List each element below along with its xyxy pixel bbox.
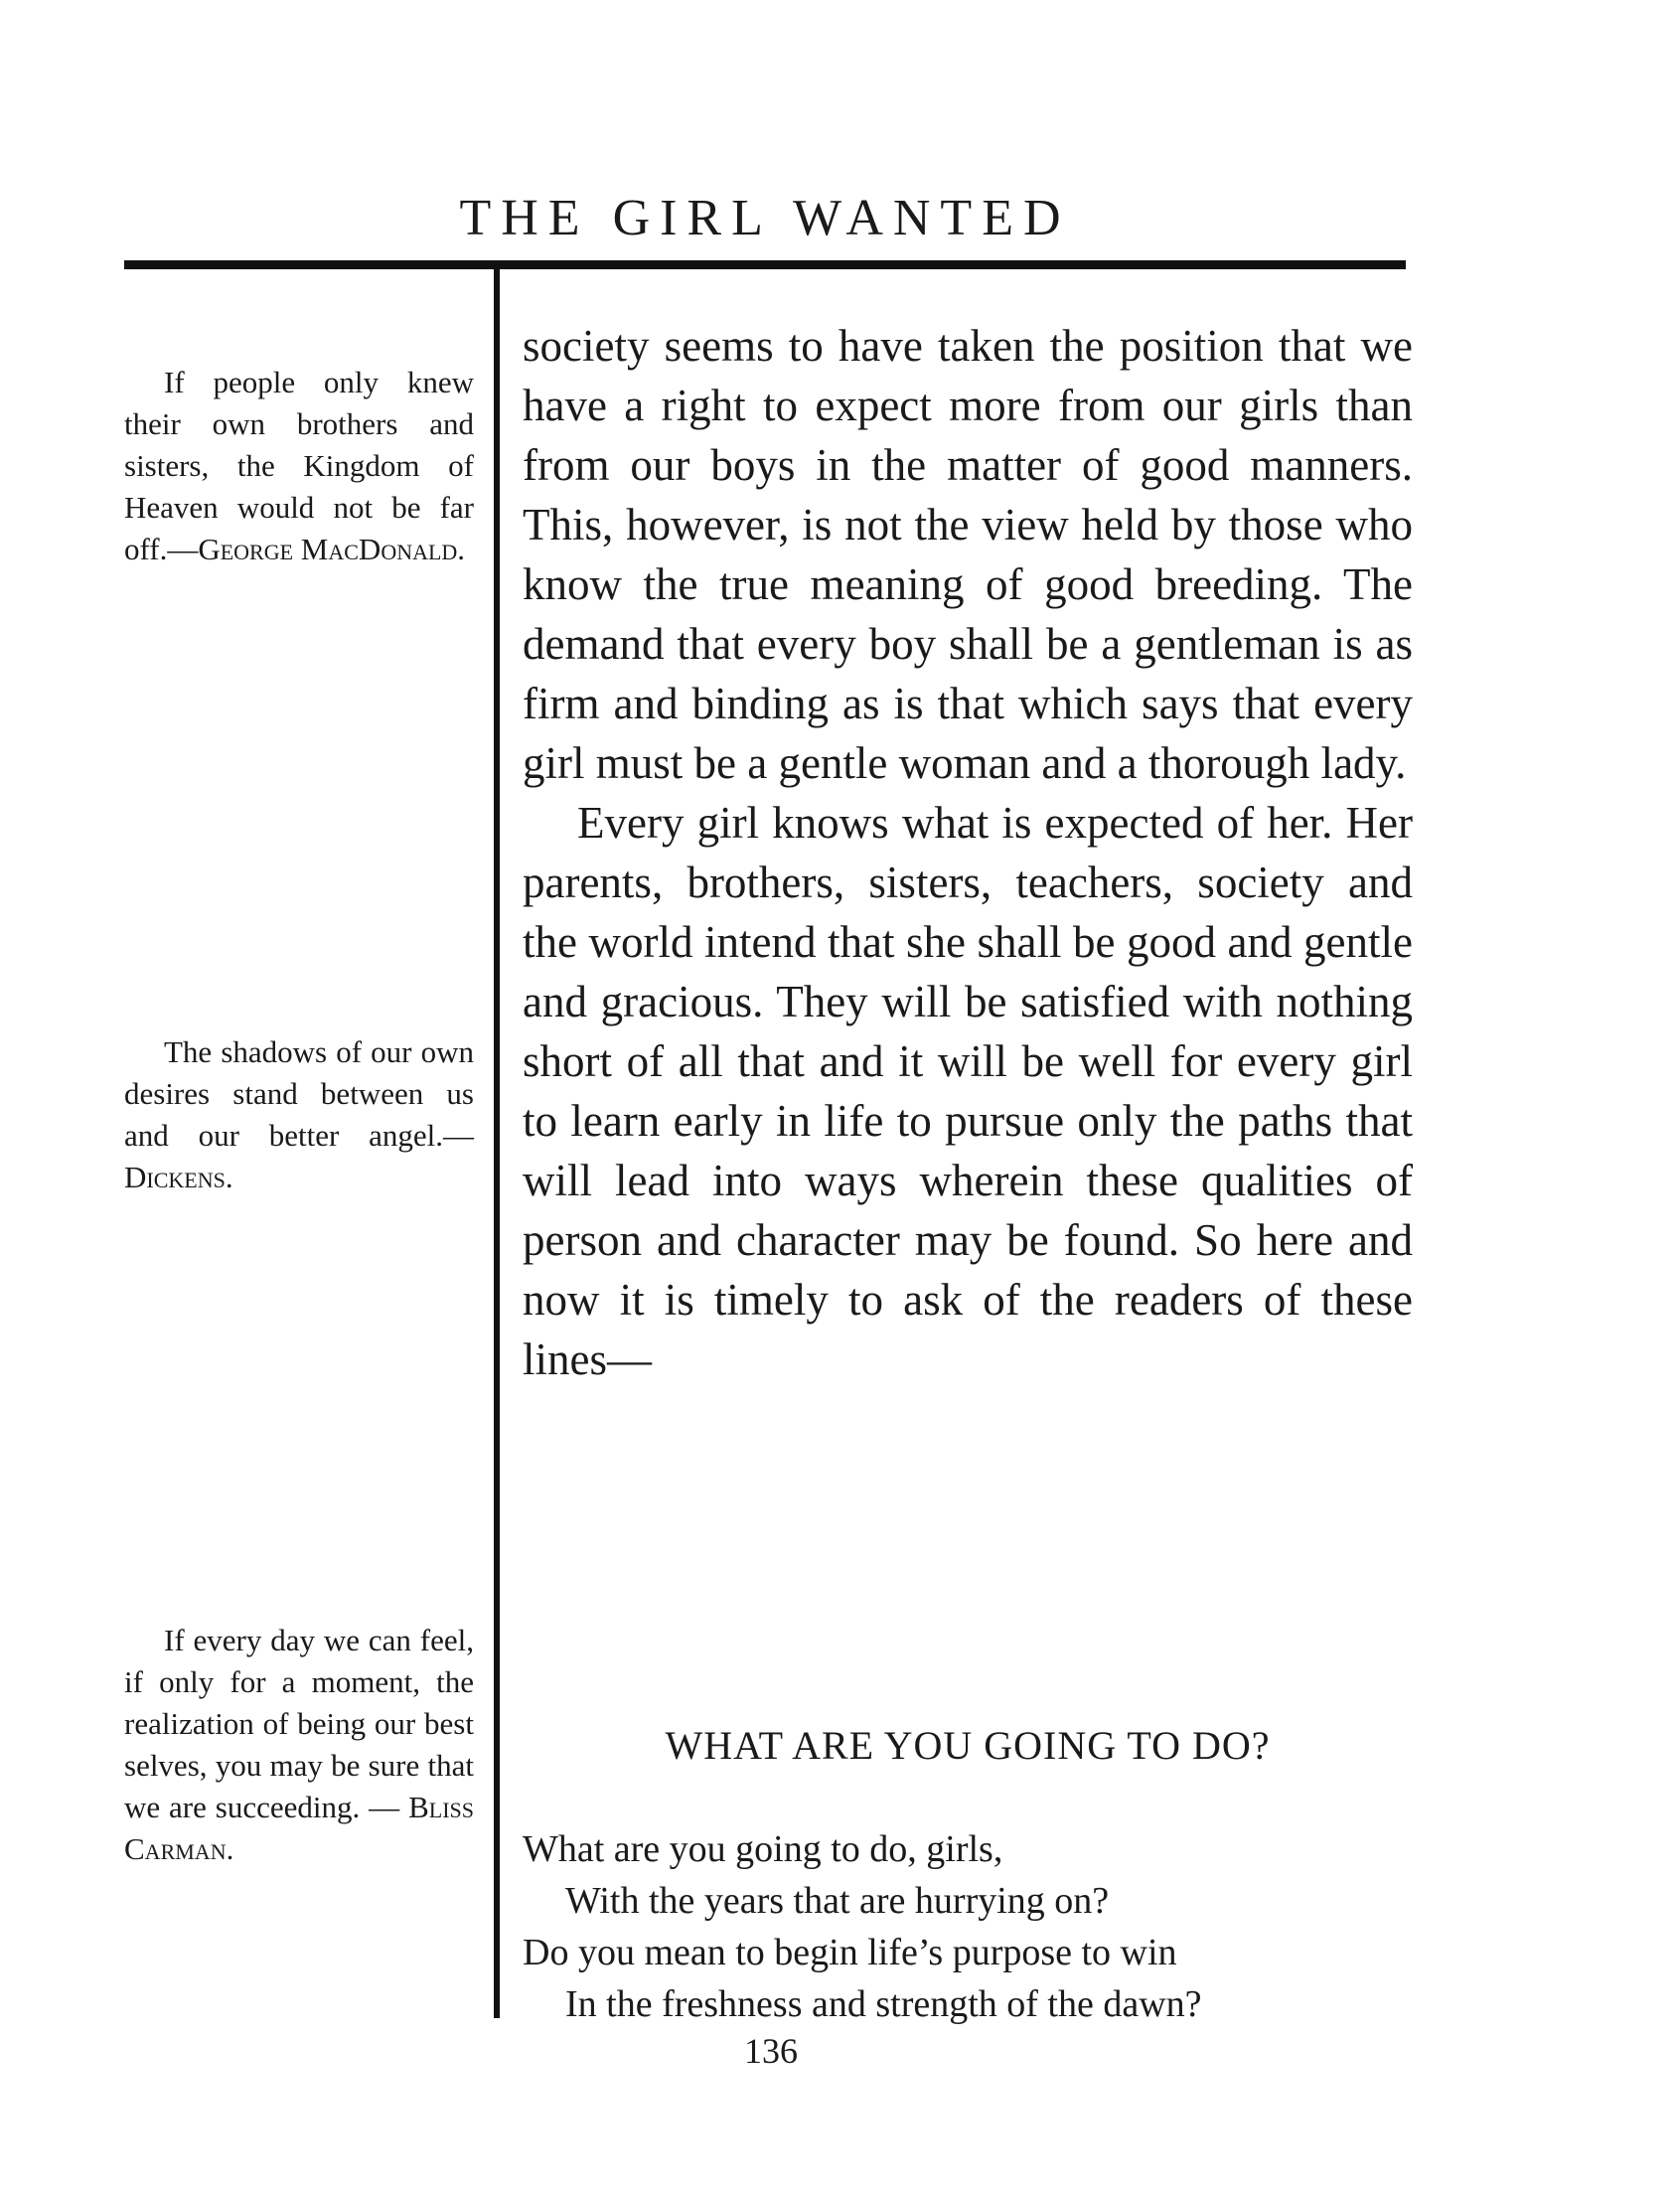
poem-line: With the years that are hurrying on? [565,1880,1110,1922]
sidenote-attribution: Bliss Carman. [124,1790,474,1866]
poem-line: What are you going to do, girls, [523,1828,1003,1870]
poem-title: WHAT ARE YOU GOING TO DO? [665,1723,1271,1768]
main-paragraph-2: Every girl knows what is expected of her. Her parents, brothers, sisters, teachers, society and the world intend that she shall be good and gentle and gracious. They will be satisfied with nothing short of all that and it will be well for every girl to learn early in life to pursue only the paths that will lead into ways wherein these qualities of person and character may be found. So here and now it is timely to ask of the readers of these lines— [523,798,1413,1384]
poem-stanza [523,1823,1413,2030]
poem-line: In the freshness and strength of the dawn? [565,1983,1202,2025]
sidenote-text: If every day we can feel, if only for a moment, the realization of being our best selves, you may be sure that we are succeeding. — [124,1623,474,1824]
page-number: 136 [744,2031,798,2071]
sidenote-text: The shadows of our own desires stand between us and our better angel.— [124,1034,474,1153]
sidenote-macdonald [124,362,474,570]
sidenote-dickens [124,1031,474,1198]
running-head: THE GIRL WANTED [459,190,1071,246]
main-text [523,316,1413,1389]
header-rule [124,260,1406,269]
column-divider [494,269,500,2018]
main-paragraph-1: society seems to have taken the position that we have a right to expect more from our girls than from our boys in the matter of good manners. This, however, is not the view held by those who know the true meaning of good breeding. The demand that every boy shall be a gentleman is as firm and binding as is that which says that every girl must be a gentle woman and a thorough lady. [523,321,1413,788]
sidenote-text: If people only knew their own brothers and sisters, the Kingdom of Heaven would not be far off.— [124,365,474,566]
sidenote-carman [124,1620,474,1870]
sidenote-attribution: Dickens. [124,1160,233,1194]
poem-line: Do you mean to begin life’s purpose to win [523,1932,1177,1973]
sidenote-attribution: George MacDonald. [198,532,466,566]
